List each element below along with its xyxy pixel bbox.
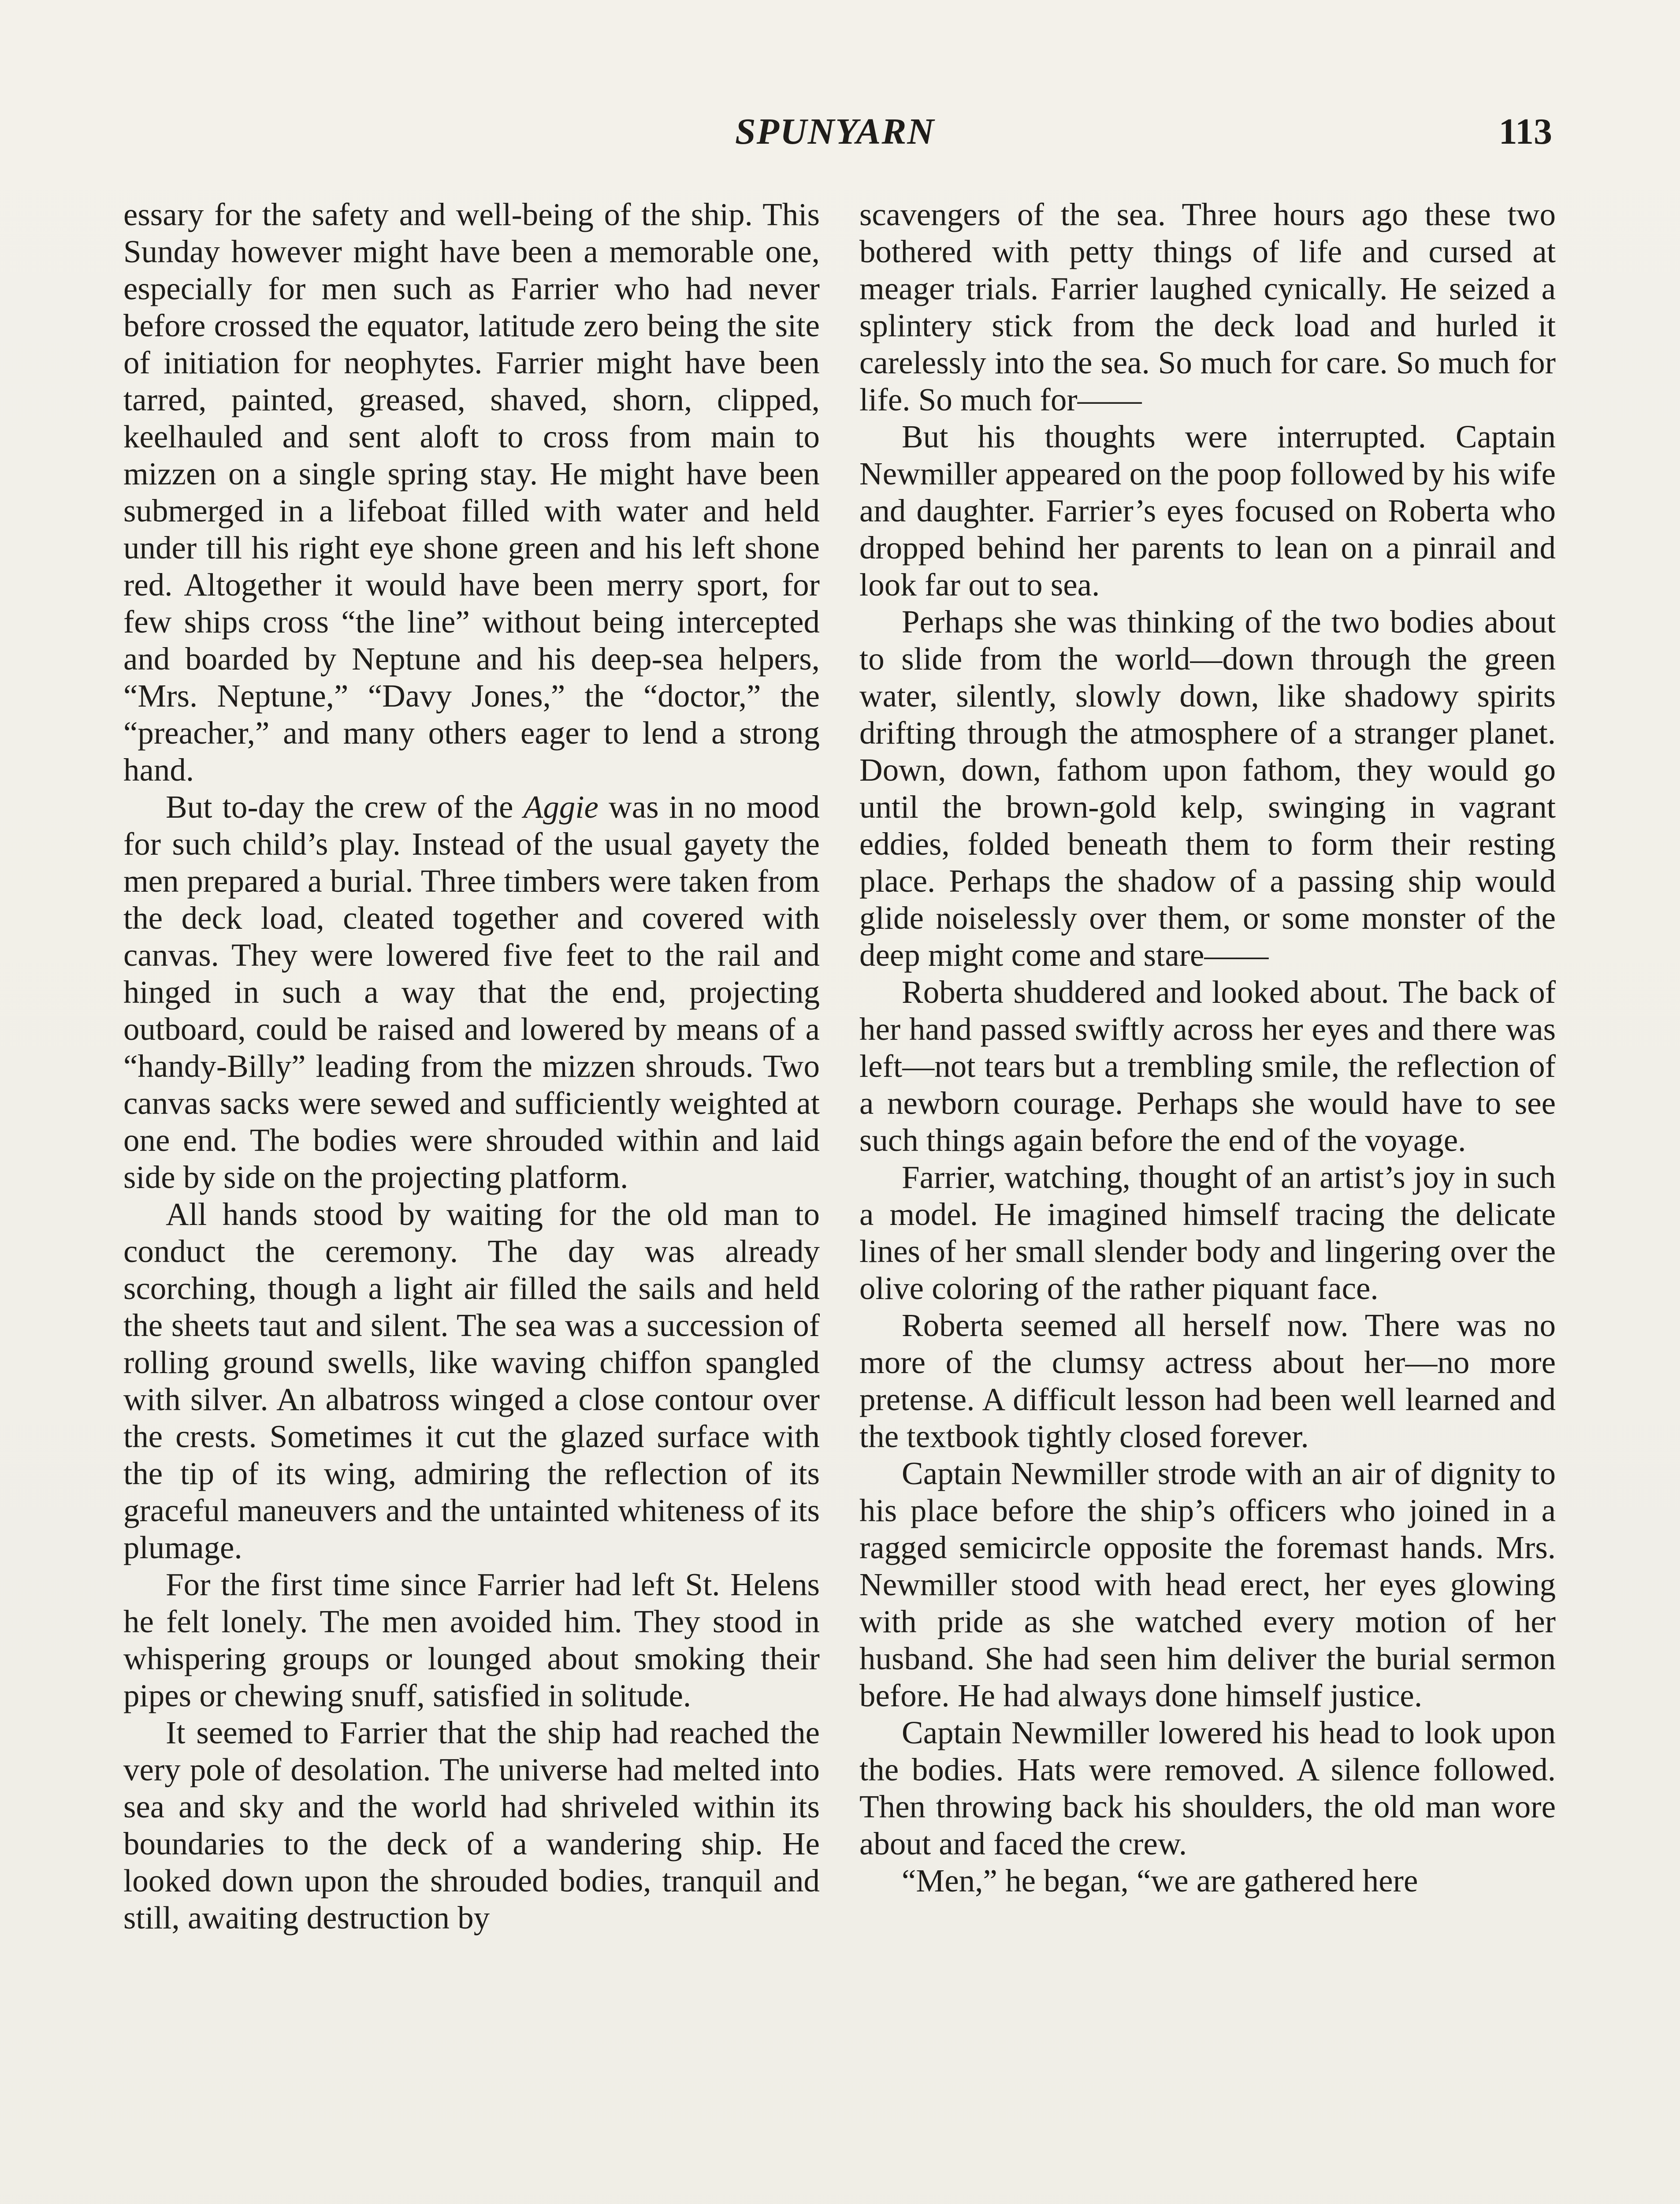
right-paragraph-1: scavengers of the sea. Three hours ago these two bothered with petty things of life and cursed at meager trials. Farrier laughed cynically. He seized a splintery stick from the deck load and hurled it carelessly into the sea. So much for care. So much for life. So much for—— <box>859 197 1556 417</box>
left-paragraph-5: It seemed to Farrier that the ship had reached the very pole of desolation. The universe had melted into sea and sky and the world had shriveled within its boundaries to the deck of a wandering ship. He looked down upon the shrouded bodies, tranquil and still, awaiting destruction by <box>123 1715 820 1936</box>
left-paragraph-3: All hands stood by waiting for the old man to conduct the ceremony. The day was already scorching, though a light air filled the sails and held the sheets taut and silent. The sea was a succession of rolling ground swells, like waving chiffon spangled with silver. An albatross winged a close contour over the crests. Sometimes it cut the glazed surface with the tip of its wing, admiring the reflection of its graceful maneuvers and the untainted whiteness of its plumage. <box>123 1196 820 1565</box>
left-paragraph-2 <box>123 789 820 1196</box>
left-text-column <box>123 196 820 2204</box>
right-paragraph-4: Roberta shuddered and looked about. The back of her hand passed swiftly across her eyes and there was left—not tears but a trembling smile, the reflection of a newborn courage. Perhaps she would have to see such things again before the end of the voyage. <box>859 974 1556 1158</box>
left-paragraph-2-part-1: But to-day the crew of the <box>166 789 524 825</box>
page-number: 113 <box>1498 111 1552 152</box>
right-paragraph-6: Roberta seemed all herself now. There was no more of the clumsy actress about her—no more pretense. A difficult lesson had been well learned and the textbook tightly closed forever. <box>859 1307 1556 1454</box>
right-text-column <box>859 196 1556 2204</box>
left-paragraph-2-part-2: was in no mood for such child’s play. Instead of the usual gayety the men prepared a burial. Three timbers were taken from the deck load, cleated together and covered with canvas. They were lowered five feet to the rail and hinged in such a way that the end, projecting outboard, could be raised and lowered by means of a “handy-Billy” leading from the mizzen shrouds. Two canvas sacks were sewed and sufficiently weighted at one end. The bodies were shrouded within and laid side by side on the projecting platform. <box>123 789 820 1195</box>
right-paragraph-3: Perhaps she was thinking of the two bodies about to slide from the world—down through the green water, silently, slowly down, like shadowy spirits drifting through the atmosphere of a stranger planet. Down, down, fathom upon fathom, they would go until the brown-gold kelp, swinging in vagrant eddies, folded beneath them to form their resting place. Perhaps the shadow of a passing ship would glide noiselessly over them, or some monster of the deep might come and stare—— <box>859 604 1556 973</box>
ship-name: Aggie <box>523 789 598 825</box>
right-paragraph-9: “Men,” he began, “we are gathered here <box>902 1863 1418 1899</box>
running-head: SPUNYARN <box>735 111 935 152</box>
left-paragraph-4: For the first time since Farrier had left St. Helens he felt lonely. The men avoided him. They stood in whispering groups or lounged about smoking their pipes or chewing snuff, satisfied in solitude. <box>123 1567 820 1713</box>
page-header <box>0 110 1680 168</box>
right-paragraph-5: Farrier, watching, thought of an artist’s joy in such a model. He imagined himself tracing the delicate lines of her small slender body and lingering over the olive coloring of the rather piquant face. <box>859 1159 1556 1306</box>
right-paragraph-7: Captain Newmiller strode with an air of dignity to his place before the ship’s officers who joined in a ragged semicircle opposite the foremast hands. Mrs. Newmiller stood with head erect, her eyes glowing with pride as she watched every motion of her husband. She had seen him deliver the burial sermon before. He had always done himself justice. <box>859 1456 1556 1713</box>
right-paragraph-2: But his thoughts were interrupted. Captain Newmiller appeared on the poop followed by his wife and daughter. Farrier’s eyes focused on Roberta who dropped behind her parents to lean on a pinrail and look far out to sea. <box>859 419 1556 603</box>
right-paragraph-8: Captain Newmiller lowered his head to look upon the bodies. Hats were removed. A silence followed. Then throwing back his shoulders, the old man wore about and faced the crew. <box>859 1715 1556 1861</box>
left-paragraph-1: essary for the safety and well-being of the ship. This Sunday however might have been a memorable one, especially for men such as Farrier who had never before crossed the equator, latitude zero being the site of initiation for neophytes. Farrier might have been tarred, painted, greased, shaved, shorn, clipped, keelhauled and sent aloft to cross from main to mizzen on a single spring stay. He might have been submerged in a lifeboat filled with water and held under till his right eye shone green and his left shone red. Altogether it would have been merry sport, for few ships cross “the line” without being intercepted and boarded by Neptune and his deep-sea helpers, “Mrs. Neptune,” “Davy Jones,” the “doctor,” the “preacher,” and many others eager to lend a strong hand. <box>123 197 820 788</box>
